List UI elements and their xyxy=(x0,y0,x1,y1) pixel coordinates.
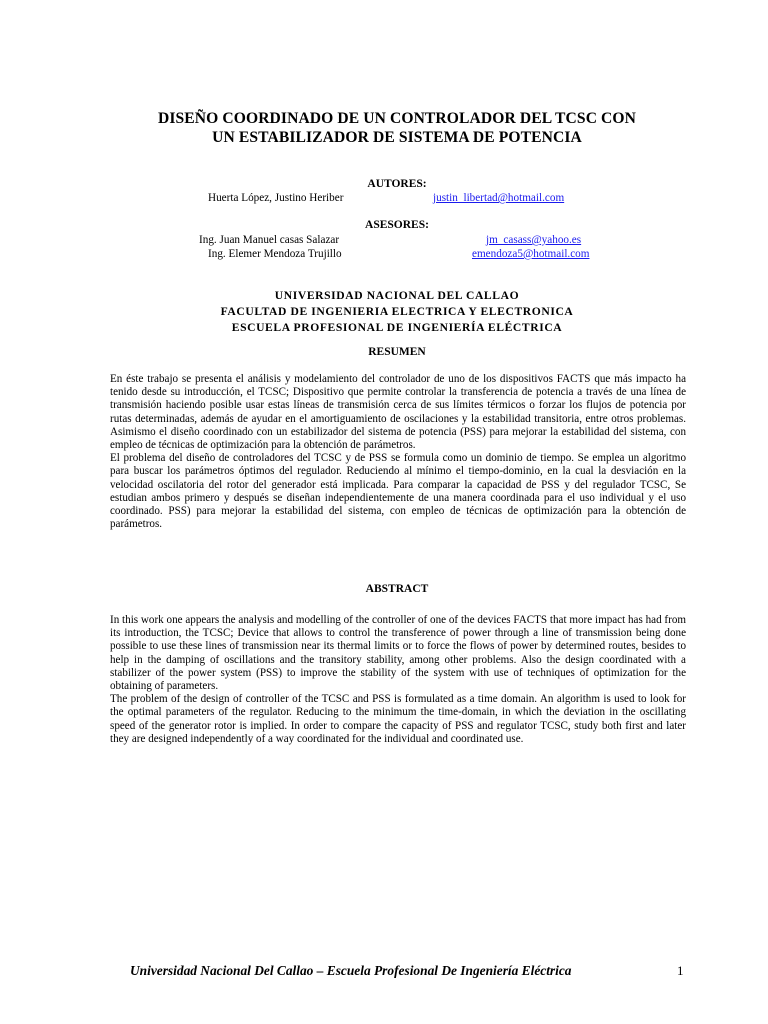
title-line-2: UN ESTABILIZADOR DE SISTEMA DE POTENCIA xyxy=(212,129,582,146)
advisor-email-link-2[interactable]: emendoza5@hotmail.com xyxy=(472,248,590,260)
resumen-paragraph-1: En éste trabajo se presenta el análisis y modelamiento del controlador de uno de los dispositivos FACTS que más impacto ha tenido desde su introducción, el TCSC; Dispositivo que permite controlar la transferencia de potencia a través de una línea de transmisión haciendo posible usar estas líneas de transmisión cerca de sus límites térmicos o forzar los flujos de potencia por rutas determinadas, además de ayudar en el amortiguamiento de oscilaciones y la estabilidad transitoria, entre otros problemas. Asimismo el diseño coordinado con un estabilizador del sistema de potencia (PSS) para mejorar la estabilidad del sistema, con empleo de técnicas de optimización para la obtención de parámetros. xyxy=(110,373,686,452)
advisors-heading: ASESORES: xyxy=(365,219,429,231)
author-email-link[interactable]: justin_libertad@hotmail.com xyxy=(433,192,565,204)
title-line-1: DISEÑO COORDINADO DE UN CONTROLADOR DEL TCSC CON xyxy=(157,110,637,127)
resumen-body xyxy=(110,373,686,531)
institution-school: ESCUELA PROFESIONAL DE INGENIERÍA ELÉCTRICA xyxy=(231,321,563,334)
abstract-body xyxy=(110,614,686,746)
institution-faculty: FACULTAD DE INGENIERIA ELECTRICA Y ELECTRONICA xyxy=(220,305,574,318)
abstract-heading: ABSTRACT xyxy=(365,583,429,595)
institution-block xyxy=(110,288,684,336)
advisor-email-link-1[interactable]: jm_casass@yahoo.es xyxy=(486,234,582,246)
page-footer: Universidad Nacional Del Callao – Escuela Profesional De Ingeniería Eléctrica xyxy=(130,963,572,978)
resumen-paragraph-2: El problema del diseño de controladores del TCSC y de PSS se formula como un dominio de tiempo. Se emplea un algoritmo para buscar los parámetros óptimos del regulador. Reduciendo al mínimo el tiempo-dominio, en la cual la desviación en la velocidad oscilatoria del rotor del generador está implicada. Para comparar la capacidad de PSS y del regulador TCSC, Se estudian ambos primero y después se diseñan independientemente de una manera coordinada para el uso individual y el uso coordinado. PSS) para mejorar la estabilidad del sistema, con empleo de técnicas de optimización para la obtención de parámetros. xyxy=(110,452,686,531)
authors-heading: AUTORES: xyxy=(367,178,427,190)
paper-title xyxy=(100,109,694,147)
abstract-paragraph-1: In this work one appears the analysis and modelling of the controller of one of the devices FACTS that more impact has had from its introduction, the TCSC; Device that allows to control the transference of power through a line of transmission being done possible to use these lines of transmission near its thermal limits or to force the flows of power by determined routes, besides to help in the damping of oscillations and the transitory stability, among other problems. Also the design coordinated with a stabilizer of the power system (PSS) to improve the stability of the system with use of techniques of optimization for the obtaining of parameters. xyxy=(110,614,686,693)
resumen-heading: RESUMEN xyxy=(368,346,426,358)
advisor-name-2: Ing. Elemer Mendoza Trujillo xyxy=(208,248,342,260)
abstract-paragraph-2: The problem of the design of controller of the TCSC and PSS is formulated as a time domain. An algorithm is used to look for the optimal parameters of the regulator. Reducing to the minimum the time-domain, in which the deviation in the oscillating speed of the generator rotor is implied. In order to compare the capacity of PSS and regulator TCSC, study both first and later they are designed independently of a way coordinated for the individual and coordinated use. xyxy=(110,693,686,745)
author-name: Huerta López, Justino Heriber xyxy=(208,192,344,204)
page-number: 1 xyxy=(677,963,684,978)
advisor-name-1: Ing. Juan Manuel casas Salazar xyxy=(199,234,340,246)
institution-university: UNIVERSIDAD NACIONAL DEL CALLAO xyxy=(274,289,520,302)
